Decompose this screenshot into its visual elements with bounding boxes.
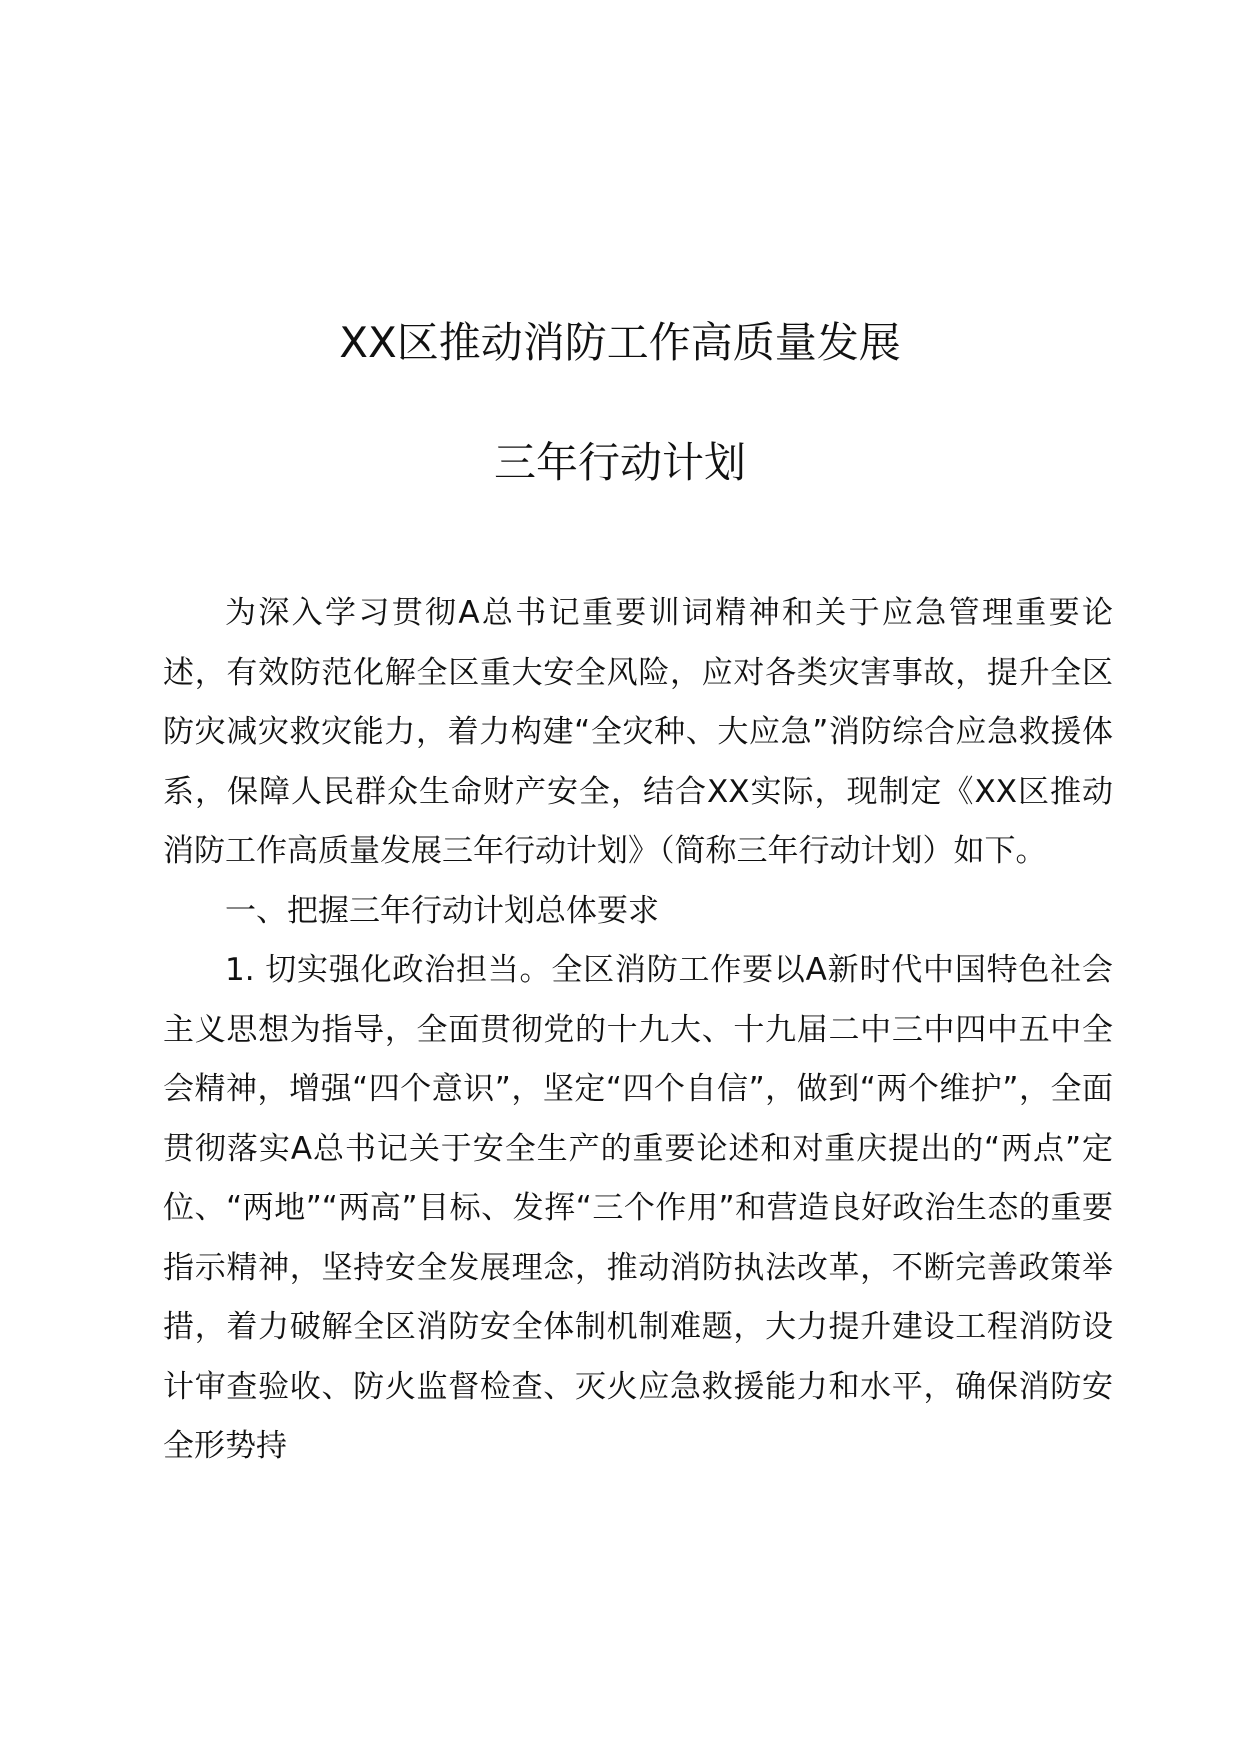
document-title-line-1: XX区推动消防工作高质量发展 bbox=[339, 318, 901, 367]
document-body bbox=[163, 584, 1113, 1477]
intro-paragraph: 为深入学习贯彻A总书记重要训词精神和关于应急管理重要论述，有效防范化解全区重大安全风险，应对各类灾害事故，提升全区防灾减灾救灾能力，着力构建“全灾种、大应急”消防综合应急救援体系，保障人民群众生命财产安全，结合XX实际，现制定《XX区推动消防工作高质量发展三年行动计划》（简称三年行动计划）如下。 bbox=[163, 595, 1113, 869]
document-title-line-2: 三年行动计划 bbox=[493, 438, 746, 487]
section-heading-1: 一、把握三年行动计划总体要求 bbox=[225, 892, 659, 929]
item-1-paragraph: 1. 切实强化政治担当。全区消防工作要以A新时代中国特色社会主义思想为指导，全面贯彻党的十九大、十九届二中三中四中五中全会精神，增强“四个意识”，坚定“四个自信”，做到“两个维护”，全面贯彻落实A总书记关于安全生产的重要论述和对重庆提出的“两点”定位、“两地”“两高”目标、发挥“三个作用”和营造良好政治生态的重要指示精神，坚持安全发展理念，推动消防执法改革，不断完善政策举措，着力破解全区消防安全体制机制难题，大力提升建设工程消防设计审查验收、防火监督检查、灭火应急救援能力和水平，确保消防安全形势持 bbox=[163, 952, 1113, 1464]
